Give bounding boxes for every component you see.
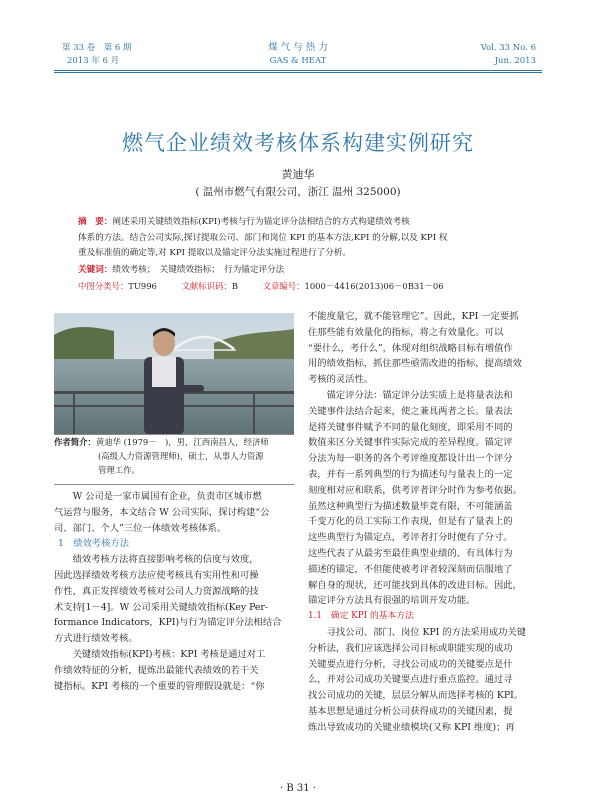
caption-label: 作者简介： (54, 437, 96, 447)
body-line: 描述的锚定，不但能使被考评者较深刻而信服地了 (308, 563, 513, 575)
paper-title: 燃气企业绩效考核体系构建实例研究 (122, 131, 474, 155)
body-line: 考核的灵活性。 (308, 374, 374, 386)
caption-line: 管理工作。 (98, 465, 140, 475)
body-line: 关键事件法结合起来，使之兼具两者之长。量表法 (308, 405, 513, 417)
body-line: 绩效考核方法将直接影响考核的信度与效度， (72, 554, 259, 566)
clc-label: 中图分类号： (78, 281, 129, 291)
author-bio-caption (54, 435, 294, 485)
body-line: 表，并有一系列典型的行为描述句与量表上的一定 (308, 468, 513, 480)
abstract-line: 重及标准值的确定等,对 KPI 提取以及锚定评分法实施过程进行了分析。 (78, 248, 352, 258)
body-line: 是将关键事件赋予不同的量化刻度，即采用不同的 (308, 421, 513, 433)
body-line: 键指标。KPI 考核的一个重要的管理假设就是：“你 (54, 680, 265, 692)
subsection-heading: 1.1 确定 KPI 的基本方法 (308, 611, 414, 622)
body-line: 基本思想是通过分析公司获得成功的关键因素，提 (308, 705, 513, 717)
author-name: 黄迪华 (281, 168, 315, 181)
abstract-label: 摘 要： (78, 217, 113, 227)
header-rule (54, 70, 542, 71)
body-line: 不能度量它，就不能管理它”。因此，KPI 一定要抓 (308, 311, 519, 322)
body-line: W 公司是一家市属国有企业，负责市区城市燃 (72, 491, 262, 502)
right-column (308, 309, 544, 736)
body-line: 这些代表了从最劣至最佳典型业绩的、有具体行为 (308, 547, 513, 559)
abstract-line: 阐述采用关键绩效指标(KPI)考核与行为锚定评分法相结合的方式构建绩效考核 (112, 217, 410, 227)
doc-code-value: B (231, 281, 238, 291)
header-journal-en: GAS & HEAT (269, 56, 327, 66)
body-line: 方式进行绩效考核。 (54, 633, 138, 645)
body-line: 作绩效特征的分析，提炼出最能代表绩效的若干关 (54, 664, 259, 676)
body-line: 分法为每一职务的各个考评维度都设计出一个评分 (308, 453, 513, 465)
body-line: 作性，真正发挥绩效考核对公司人力资源战略的技 (54, 585, 259, 597)
body-line: 找公司成功的关键，层层分解从而选择考核的 KPI。 (308, 690, 524, 702)
clc-value: TU996 (128, 281, 157, 291)
header-volume-en: Vol. 33 No. 6 (480, 43, 536, 53)
header-volume-cn: 第 33 卷 第 6 期 (62, 43, 132, 53)
section-heading: 1 绩效考核方法 (58, 538, 129, 550)
caption-rule (54, 484, 294, 485)
caption-line: (高级人力资源管理师)，硕士，从事人力资源 (98, 451, 264, 461)
body-line: 虽然这种典型行为描述数量毕竟有限，不可能涵盖 (308, 500, 513, 512)
keywords (78, 263, 284, 279)
body-line: 炼出导致成功的关键业绩模块(又称 KPI 维度)；再 (308, 721, 515, 733)
body-line: 数值来区分关键事件实际完成的差异程度。锚定评 (308, 437, 513, 449)
body-line: 用的绩效指标，抓住那些亟需改进的指标，提高绩效 (308, 358, 522, 370)
body-line: 司、部门、个人”三位一体绩效考核体系。 (54, 522, 227, 534)
abstract-line: 体系的方法。结合公司实际,探讨提取公司、部门和岗位 KPI 的基本方法,KPI 的分解,以及 KPI 权 (78, 232, 448, 243)
body-line: 么，并对公司成功关键要点进行重点监控。通过寻 (308, 674, 513, 686)
body-line: 关键要点进行分析，寻找公司成功的关键要点是什 (308, 658, 513, 670)
body-line: 锚定评分方法具有很强的培训开发功能。 (308, 595, 476, 607)
body-line: 住那些能有效量化的指标，将之有效量化。可以 (308, 326, 504, 338)
header-date-en: Jun. 2013 (494, 56, 536, 66)
header-rule-2 (54, 72, 542, 73)
body-line: 刻度相对应和联系，供考评者评分时作为参考依据。 (308, 484, 522, 496)
article-number-value: 1000－4416(2013)06－0B31－06 (304, 281, 444, 291)
keywords-text: 绩效考核； 关键绩效指标； 行为锚定评分法 (112, 265, 285, 275)
body-line: formance Indicators，KPI)与行为锚定评分法相结合 (54, 617, 282, 629)
body-line: 这些典型行为锚定点，考评者打分时便有了分寸。 (308, 532, 513, 544)
article-number-label: 文章编号： (262, 281, 305, 291)
author-affiliation: ( 温州市燃气有限公司，浙江 温州 325000) (195, 186, 401, 198)
caption-line: 黄迪华 (1979－ )，男，江西南昌人，经济师 (95, 437, 269, 447)
body-line: 锚定评分法：锚定评分法实质上是将量表法和 (326, 389, 513, 401)
body-line: 千变万化的员工实际工作表现，但是有了量表上的 (308, 516, 513, 528)
keywords-label: 关键词： (78, 265, 113, 275)
body-line: 术支持[1－4]。W 公司采用关键绩效指标(Key Per- (54, 601, 269, 613)
left-column (54, 489, 296, 694)
body-line: 关键绩效指标(KPI)考核：KPI 考核是通过对工 (72, 648, 266, 660)
classification-line (78, 279, 444, 295)
author-photo (54, 313, 294, 435)
body-line: 解自身的现状，还可能找到具体的改进目标。因此， (308, 579, 522, 591)
doc-code-label: 文献标识码： (181, 281, 232, 291)
body-line: 因此选择绩效考核方法应使考核具有实用性和可操 (54, 569, 259, 581)
abstract (78, 215, 548, 262)
body-line: 分析法，我们应该选择公司目标或职能实现的成功 (308, 642, 513, 654)
header-journal-cn: 煤 气 与 热 力 (268, 42, 328, 53)
body-line: 气运营与服务，本文结合 W 公司实际，探讨构建“公 (54, 506, 270, 518)
page-number: · B 31 · (280, 783, 316, 794)
body-line: “要什么，考什么”，体现对组织战略目标有增值作 (308, 342, 513, 354)
body-line: 寻找公司、部门、岗位 KPI 的方法采用成功关键 (326, 626, 527, 638)
header-date-cn: 2013 年 6 月 (67, 56, 120, 66)
